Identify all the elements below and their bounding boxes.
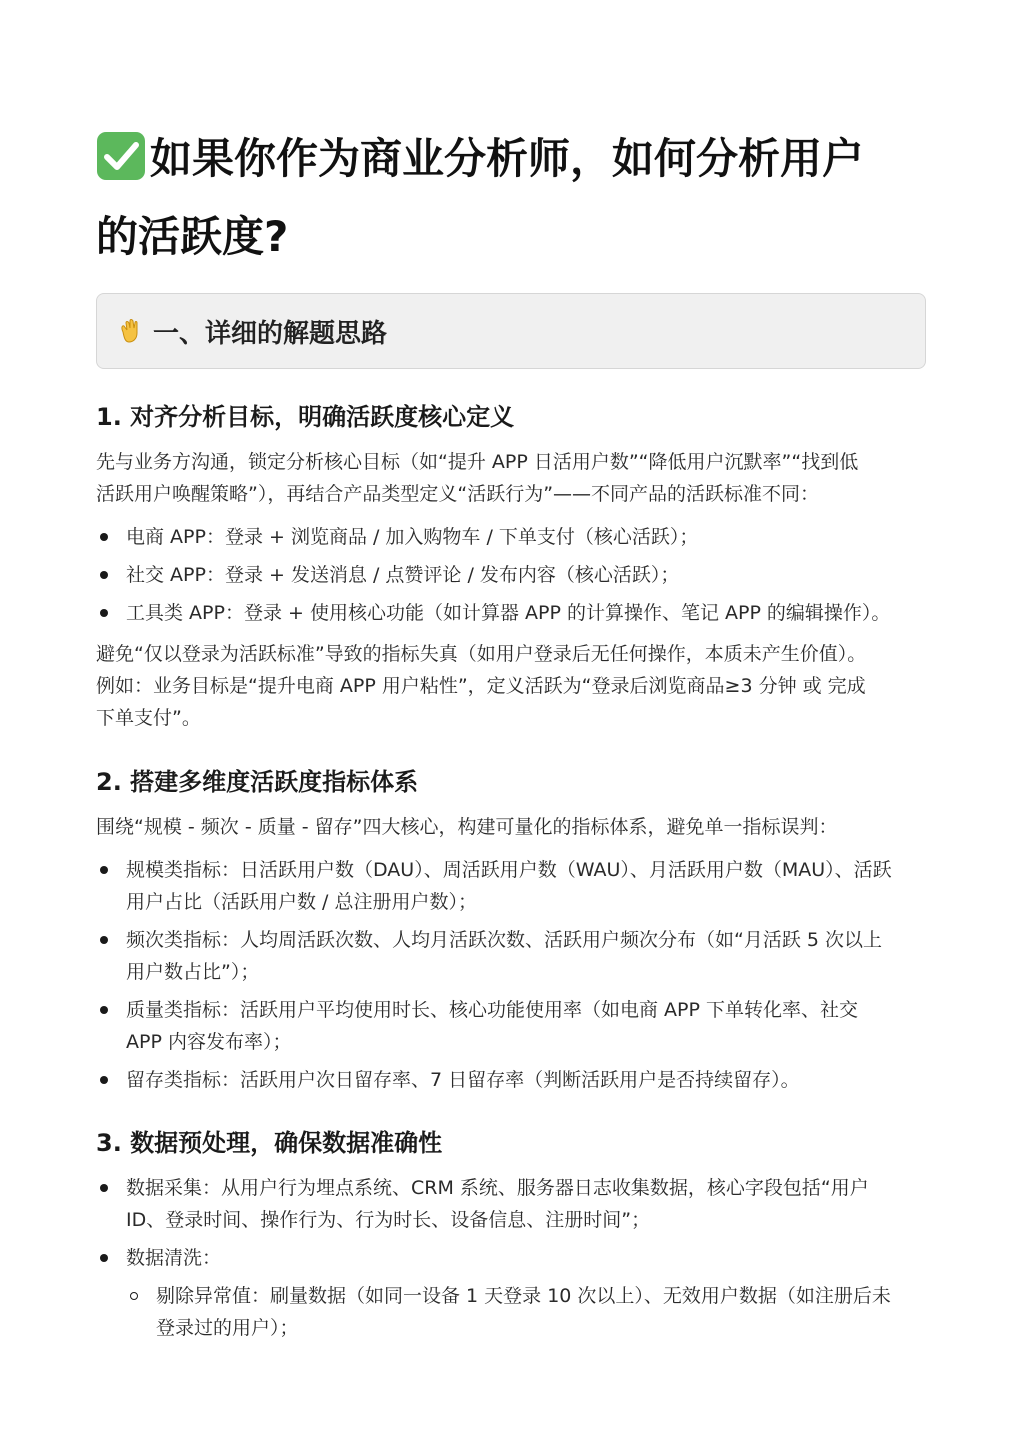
list-item: 频次类指标：人均周活跃次数、人均月活跃次数、活跃用户频次分布（如“月活跃 5 次以上 用户数占比”）； <box>96 924 926 988</box>
title-line-1: 如果你作为商业分析师，如何分析用户 <box>150 134 865 183</box>
section-3-list <box>96 1172 926 1350</box>
bullet-dot-icon <box>100 1076 108 1084</box>
bullet-dot-icon <box>100 936 108 944</box>
list-item: 工具类 APP：登录 + 使用核心功能（如计算器 APP 的计算操作、笔记 APP 的编辑操作）。 <box>96 597 926 629</box>
section-callout <box>96 293 926 369</box>
list-item: 社交 APP：登录 + 发送消息 / 点赞评论 / 发布内容（核心活跃）； <box>96 559 926 591</box>
bullet-dot-icon <box>100 571 108 579</box>
bullet-dot-icon <box>100 533 108 541</box>
text-line: 围绕“规模 - 频次 - 质量 - 留存”四大核心，构建可量化的指标体系，避免单一指标误判： <box>96 816 838 838</box>
text-line: 例如：业务目标是“提升电商 APP 用户粘性”，定义活跃为“登录后浏览商品≥3 分钟 或 完成 <box>96 675 866 697</box>
bullet-dot-icon <box>100 866 108 874</box>
check-mark-icon <box>96 131 146 181</box>
callout-title: 一、详细的解题思路 <box>153 318 388 349</box>
section-3-heading: 3. 数据预处理，确保数据准确性 <box>96 1129 443 1157</box>
bullet-circle-icon <box>130 1292 138 1300</box>
text-line: 活跃用户唤醒策略”），再结合产品类型定义“活跃行为”——不同产品的活跃标准不同： <box>96 483 820 505</box>
sub-list-item: 剔除异常值：刷量数据（如同一设备 1 天登录 10 次以上）、无效用户数据（如注册后未 登录过的用户）； <box>96 1280 926 1344</box>
list-item: 数据采集：从用户行为埋点系统、CRM 系统、服务器日志收集数据，核心字段包括“用户 ID、登录时间、操作行为、行为时长、设备信息、注册时间”； <box>96 1172 926 1236</box>
section-1-list <box>96 521 926 635</box>
bullet-dot-icon <box>100 1254 108 1262</box>
section-1-heading: 1. 对齐分析目标，明确活跃度核心定义 <box>96 403 515 431</box>
list-item: 数据清洗： <box>96 1242 926 1274</box>
title-line-2: 的活跃度? <box>96 212 289 261</box>
list-item: 质量类指标：活跃用户平均使用时长、核心功能使用率（如电商 APP 下单转化率、社交 APP 内容发布率）； <box>96 994 926 1058</box>
bullet-dot-icon <box>100 1006 108 1014</box>
list-item: 规模类指标：日活跃用户数（DAU）、周活跃用户数（WAU）、月活跃用户数（MAU）、活跃 用户占比（活跃用户数 / 总注册用户数）； <box>96 854 926 918</box>
section-2-list <box>96 854 926 1102</box>
list-item: 留存类指标：活跃用户次日留存率、7 日留存率（判断活跃用户是否持续留存）。 <box>96 1064 926 1096</box>
bullet-dot-icon <box>100 609 108 617</box>
section-1-intro <box>96 446 926 510</box>
waving-hand-icon <box>117 318 143 344</box>
section-1-outro <box>96 638 926 734</box>
text-line: 避免“仅以登录为活跃标准”导致的指标失真（如用户登录后无任何操作，本质未产生价值）。 <box>96 643 867 665</box>
text-line: 先与业务方沟通，锁定分析核心目标（如“提升 APP 日活用户数”“降低用户沉默率”“找到低 <box>96 451 859 473</box>
text-line: 下单支付”。 <box>96 707 201 729</box>
bullet-dot-icon <box>100 1184 108 1192</box>
section-2-heading: 2. 搭建多维度活跃度指标体系 <box>96 768 419 796</box>
page-title <box>96 120 936 276</box>
section-2-intro <box>96 811 926 843</box>
list-item: 电商 APP：登录 + 浏览商品 / 加入购物车 / 下单支付（核心活跃）； <box>96 521 926 553</box>
